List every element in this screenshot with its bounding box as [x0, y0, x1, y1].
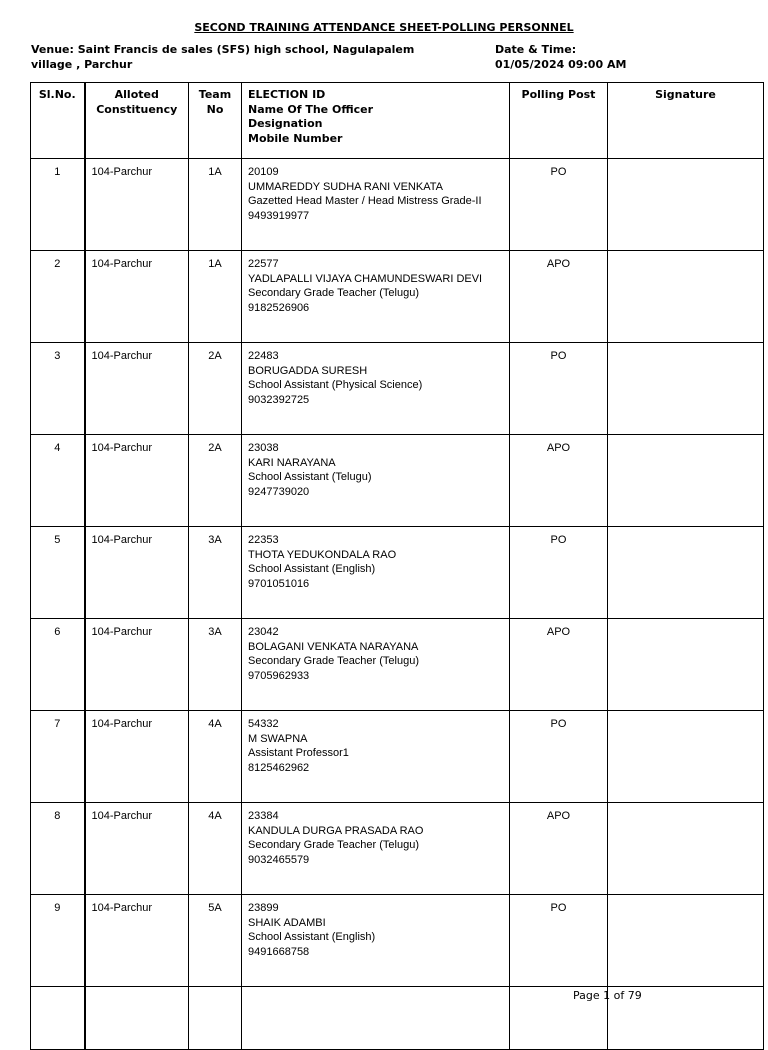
table-header-row	[31, 83, 764, 159]
sheet-title: SECOND TRAINING ATTENDANCE SHEET-POLLING PERSONNEL	[194, 21, 574, 34]
venue-line-1: Venue: Saint Francis de sales (SFS) high school, Nagulapalem	[31, 43, 415, 56]
election-id: 23042	[248, 626, 279, 638]
officer-name: UMMAREDDY SUDHA RANI VENKATA	[248, 180, 443, 193]
cell-constituency: 104-Parchur	[85, 343, 189, 435]
date-time-block	[495, 42, 735, 72]
officer-designation: Secondary Grade Teacher (Telugu)	[248, 287, 420, 299]
election-id: 22353	[248, 534, 279, 546]
officer-designation: Gazetted Head Master / Head Mistress Grade-II	[248, 195, 482, 207]
cell-signature[interactable]	[608, 711, 764, 803]
cell-signature[interactable]	[608, 619, 764, 711]
table-row	[31, 895, 764, 987]
election-id: 54332	[248, 718, 279, 730]
cell-constituency: 104-Parchur	[85, 895, 189, 987]
table-row	[31, 711, 764, 803]
cell-team: 2A	[189, 435, 242, 527]
cell-team: 1A	[189, 251, 242, 343]
officer-designation: Secondary Grade Teacher (Telugu)	[248, 655, 420, 667]
cell-constituency: 104-Parchur	[85, 159, 189, 251]
cell-officer	[242, 527, 510, 619]
cell-constituency: 104-Parchur	[85, 435, 189, 527]
page-number: Page 1 of 79	[573, 989, 642, 1002]
officer-name: KARI NARAYANA	[248, 456, 336, 469]
cell-slno: 9	[31, 895, 85, 987]
mobile-number: 9493919977	[248, 209, 310, 222]
officer-name: M SWAPNA	[248, 732, 308, 745]
table-row	[31, 343, 764, 435]
header-polling-post: Polling Post	[510, 83, 608, 159]
cell-polling-post: APO	[510, 619, 608, 711]
cell-signature[interactable]	[608, 527, 764, 619]
cell-team: 3A	[189, 619, 242, 711]
date-time-label: Date & Time:	[495, 43, 577, 56]
cell-officer	[242, 159, 510, 251]
officer-name: BORUGADDA SURESH	[248, 364, 368, 377]
mobile-number: 9032392725	[248, 393, 310, 406]
cell-signature[interactable]	[608, 895, 764, 987]
empty-cell	[189, 987, 242, 1050]
officer-name: THOTA YEDUKONDALA RAO	[248, 548, 397, 561]
header-alloted-constituency: Alloted Constituency	[85, 83, 189, 159]
cell-team: 2A	[189, 343, 242, 435]
mobile-number: 9491668758	[248, 945, 310, 958]
venue-block	[31, 42, 451, 72]
cell-slno: 2	[31, 251, 85, 343]
cell-signature[interactable]	[608, 343, 764, 435]
officer-designation: Secondary Grade Teacher (Telugu)	[248, 839, 420, 851]
table-row	[31, 251, 764, 343]
cell-team: 4A	[189, 803, 242, 895]
cell-polling-post: APO	[510, 435, 608, 527]
cell-polling-post: PO	[510, 159, 608, 251]
empty-cell	[31, 987, 85, 1050]
cell-polling-post: APO	[510, 803, 608, 895]
cell-slno: 1	[31, 159, 85, 251]
header-signature: Signature	[608, 83, 764, 159]
cell-officer	[242, 803, 510, 895]
mobile-number: 9182526906	[248, 301, 310, 314]
election-id: 23384	[248, 810, 279, 822]
cell-polling-post: PO	[510, 895, 608, 987]
cell-slno: 5	[31, 527, 85, 619]
table-body	[31, 159, 764, 1050]
officer-name: BOLAGANI VENKATA NARAYANA	[248, 640, 419, 653]
header-officer-details: ELECTION ID Name Of The Officer Designation Mobile Number	[242, 83, 510, 159]
mobile-number: 8125462962	[248, 761, 310, 774]
election-id: 20109	[248, 166, 279, 178]
cell-officer	[242, 619, 510, 711]
officer-designation: School Assistant (English)	[248, 563, 376, 575]
cell-slno: 6	[31, 619, 85, 711]
election-id: 22483	[248, 350, 279, 362]
empty-cell	[85, 987, 189, 1050]
cell-polling-post: PO	[510, 343, 608, 435]
header-team-no: Team No	[189, 83, 242, 159]
cell-officer	[242, 711, 510, 803]
officer-designation: School Assistant (Telugu)	[248, 471, 372, 483]
date-time-value: 01/05/2024 09:00 AM	[495, 58, 627, 71]
cell-polling-post: APO	[510, 251, 608, 343]
officer-name: YADLAPALLI VIJAYA CHAMUNDESWARI DEVI	[248, 272, 483, 285]
cell-slno: 3	[31, 343, 85, 435]
officer-name: SHAIK ADAMBI	[248, 916, 326, 929]
table-row	[31, 527, 764, 619]
cell-polling-post: PO	[510, 527, 608, 619]
cell-constituency: 104-Parchur	[85, 803, 189, 895]
cell-signature[interactable]	[608, 251, 764, 343]
cell-slno: 7	[31, 711, 85, 803]
cell-constituency: 104-Parchur	[85, 619, 189, 711]
mobile-number: 9705962933	[248, 669, 310, 682]
cell-team: 3A	[189, 527, 242, 619]
officer-name: KANDULA DURGA PRASADA RAO	[248, 824, 424, 837]
cell-constituency: 104-Parchur	[85, 251, 189, 343]
election-id: 23038	[248, 442, 279, 454]
officer-designation: School Assistant (English)	[248, 931, 376, 943]
table-row	[31, 619, 764, 711]
cell-slno: 8	[31, 803, 85, 895]
header-slno: Sl.No.	[31, 83, 85, 159]
cell-officer	[242, 343, 510, 435]
attendance-table	[30, 82, 764, 1050]
cell-team: 1A	[189, 159, 242, 251]
mobile-number: 9701051016	[248, 577, 310, 590]
empty-cell	[242, 987, 510, 1050]
cell-officer	[242, 435, 510, 527]
cell-officer	[242, 895, 510, 987]
cell-signature[interactable]	[608, 435, 764, 527]
mobile-number: 9032465579	[248, 853, 310, 866]
election-id: 23899	[248, 902, 279, 914]
mobile-number: 9247739020	[248, 485, 310, 498]
venue-line-2: village , Parchur	[31, 58, 133, 71]
cell-officer	[242, 251, 510, 343]
cell-constituency: 104-Parchur	[85, 527, 189, 619]
cell-signature[interactable]	[608, 803, 764, 895]
table-row	[31, 159, 764, 251]
cell-signature[interactable]	[608, 159, 764, 251]
officer-designation: Assistant Professor1	[248, 747, 349, 759]
election-id: 22577	[248, 258, 279, 270]
cell-team: 5A	[189, 895, 242, 987]
cell-polling-post: PO	[510, 711, 608, 803]
table-row	[31, 435, 764, 527]
cell-team: 4A	[189, 711, 242, 803]
cell-constituency: 104-Parchur	[85, 711, 189, 803]
table-row	[31, 803, 764, 895]
cell-slno: 4	[31, 435, 85, 527]
empty-row	[31, 987, 764, 1050]
officer-designation: School Assistant (Physical Science)	[248, 379, 423, 391]
